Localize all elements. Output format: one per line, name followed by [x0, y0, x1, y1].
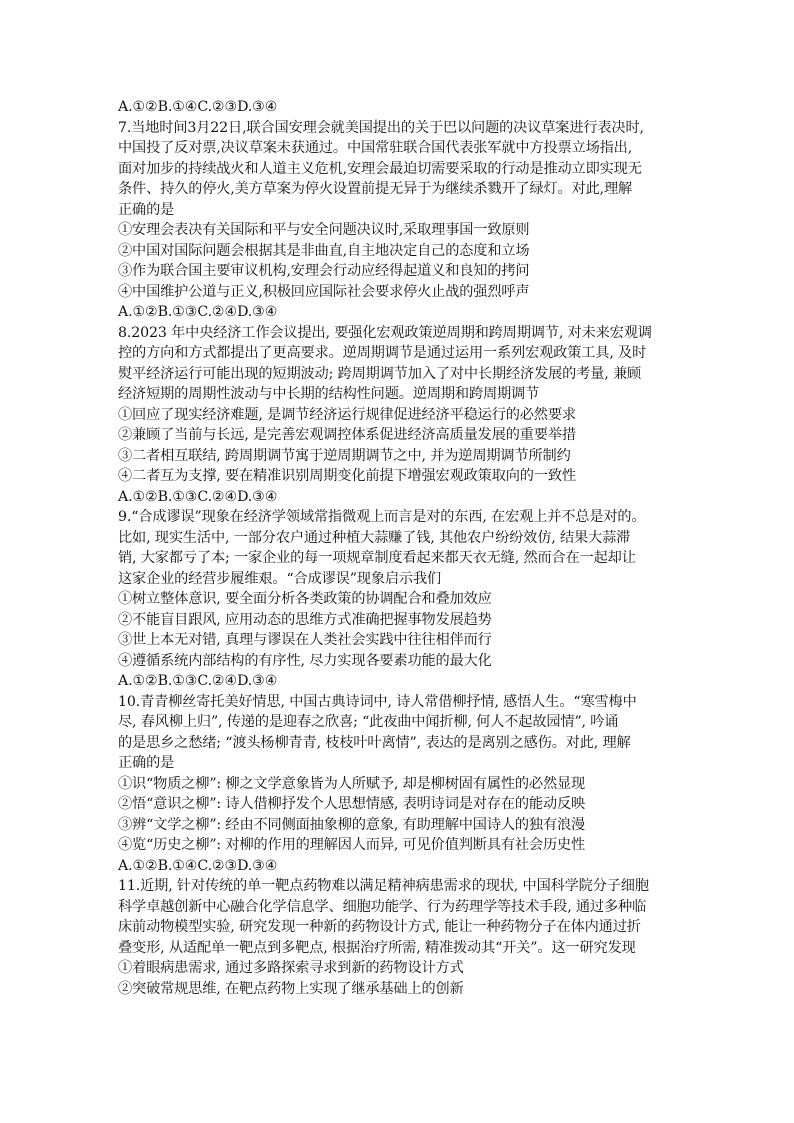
option-statement: ①回应了现实经济难题, 是调节经济运行规律促进经济平稳运行的必然要求 — [118, 406, 576, 423]
option-statement: ③世上本无对错, 真理与谬误在人类社会实践中往往相伴而行 — [118, 632, 492, 648]
answer-choices: A.①②B.①④C.②③D.③④ — [118, 99, 278, 115]
option-statement: ②突破常规思维, 在靶点药物上实现了继承基础上的创新 — [118, 980, 464, 997]
question-stem-line: 经济短期的周期性波动与中长期的结构性问题。逆周期和跨周期调节 — [118, 386, 540, 402]
question-8 — [118, 323, 680, 508]
question-stem-line: 条件、持久的停火,美方草案为停火设置前提无异于为继续杀戮开了绿灯。对此,理解 — [118, 181, 633, 197]
question-11 — [118, 876, 680, 999]
option-statement: ①着眼病患需求, 通过多路探索寻求到新的药物设计方式 — [118, 960, 464, 976]
option-statement: ②悟“意识之柳”: 诗人借柳抒发个人思想情感, 表明诗词是对存在的能动反映 — [118, 796, 586, 812]
question-stem-line: 比如, 现实生活中, 一部分农户通过种植大蒜赚了钱, 其他农户纷纷效仿, 结果大蒜滞 — [118, 529, 631, 546]
question-stem-line: 叠变形, 从适配单一靶点到多靶点, 根据治疗所需, 精准拨动其“开关”。这一研究发现 — [118, 939, 636, 956]
option-statement: ②兼顾了当前与长远, 是完善宏观调控体系促进经济高质量发展的重要举措 — [118, 427, 576, 443]
question-10 — [118, 692, 680, 877]
option-statement: ④二者互为支撑, 要在精准识别周期变化前提下增强宏观政策取向的一致性 — [118, 468, 576, 484]
question-stem-line: 科学卓越创新中心融合化学信息学、细胞功能学、行为药理学等技术手段, 通过多种临 — [118, 898, 647, 915]
question-stem-line: 销, 大家都亏了本; 一家企业的每一项规章制度看起来都天衣无缝, 然而合在一起却让 — [118, 550, 636, 566]
question-9 — [118, 507, 680, 692]
option-statement: ②不能盲目跟风, 应用动态的思维方式准确把握事物发展趋势 — [118, 611, 492, 628]
option-statement: ①识“物质之柳”: 柳之文学意象皆为人所赋予, 却是柳树固有属性的必然显现 — [118, 775, 586, 792]
question-stem-line: 的是思乡之愁绪; “渡头杨柳青青, 枝枝叶叶离情”, 表达的是离别之感伤。对此, 理解 — [118, 734, 631, 751]
question-stem-line: 面对加步的持续战火和人道主义危机,安理会最迫切需要采取的行动是推动立即实现无 — [118, 160, 642, 177]
option-statement: ④遵循系统内部结构的有序性, 尽力实现各要素功能的最大化 — [118, 652, 492, 669]
question-stem-line: 正确的是 — [118, 755, 175, 771]
answer-choices: A.①②B.①③C.②④D.③④ — [118, 673, 278, 689]
question-stem-line: 8.2023 年中央经济工作会议提出, 要强化宏观政策逆周期和跨周期调节, 对未来宏观调 — [118, 324, 652, 341]
question-stem-line: 尽, 春风柳上归”, 传递的是迎春之欣喜; “此夜曲中闻折柳, 何人不起故园情”, 吟诵 — [118, 714, 619, 730]
question-stem-line: 床前动物模型实验, 研究发现一种新的药物设计方式, 能让一种药物分子在体内通过折 — [118, 919, 641, 935]
option-statement: ④中国维护公道与正义,积极回应国际社会要求停火止战的强烈呼声 — [118, 283, 530, 300]
exam-page — [118, 97, 680, 999]
question-stem-line: 7.当地时间3月22日,联合国安理会就美国提出的关于巴以问题的决议草案进行表决时, — [118, 119, 644, 136]
question-stem-line: 10.青青柳丝寄托美好情思, 中国古典诗词中, 诗人常借柳抒情, 感悟人生。“寒雪梅中 — [118, 693, 637, 710]
question-6-tail — [118, 97, 680, 118]
question-stem-line: 9.“合成谬误”现象在经济学领域常指微观上而言是对的东西, 在宏观上并不总是对的。 — [118, 509, 646, 525]
option-statement: ④览“历史之柳”: 对柳的作用的理解因人而异, 可见价值判断具有社会历史性 — [118, 837, 586, 853]
question-stem-line: 控的方向和方式都提出了更高要求。逆周期调节是通过运用一系列宏观政策工具, 及时 — [118, 345, 647, 361]
option-statement: ③作为联合国主要审议机构,安理会行动应经得起道义和良知的拷问 — [118, 263, 530, 279]
option-statement: ③二者相互联结, 跨周期调节寓于逆周期调节之中, 并为逆周期调节所制约 — [118, 447, 571, 464]
answer-choices: A.①②B.①③C.②④D.③④ — [118, 304, 278, 320]
option-statement: ②中国对国际问题会根据其是非曲直,自主地决定自己的态度和立场 — [118, 242, 530, 259]
question-stem-line: 熨平经济运行可能出现的短期波动; 跨周期调节加入了对中长期经济发展的考量, 兼顾 — [118, 365, 642, 382]
answer-choices: A.①②B.①③C.②④D.③④ — [118, 488, 278, 505]
option-statement: ①树立整体意识, 要全面分析各类政策的协调配合和叠加效应 — [118, 591, 492, 607]
question-stem-line: 正确的是 — [118, 201, 175, 218]
question-stem-line: 中国投了反对票,决议草案未获通过。中国常驻联合国代表张军就中方投票立场指出, — [118, 140, 633, 156]
question-stem-line: 这家企业的经营步履维艰。“合成谬误”现象启示我们 — [118, 570, 442, 587]
question-7 — [118, 118, 680, 323]
question-stem-line: 11.近期, 针对传统的单一靶点药物难以满足精神病患需求的现状, 中国科学院分子细胞 — [118, 878, 649, 894]
option-statement: ①安理会表决有关国际和平与安全问题决议时,采取理事国一致原则 — [118, 222, 530, 238]
answer-choices: A.①②B.①④C.②③D.③④ — [118, 857, 278, 874]
option-statement: ③辨“文学之柳”: 经由不同侧面抽象柳的意象, 有助理解中国诗人的独有浪漫 — [118, 816, 586, 833]
